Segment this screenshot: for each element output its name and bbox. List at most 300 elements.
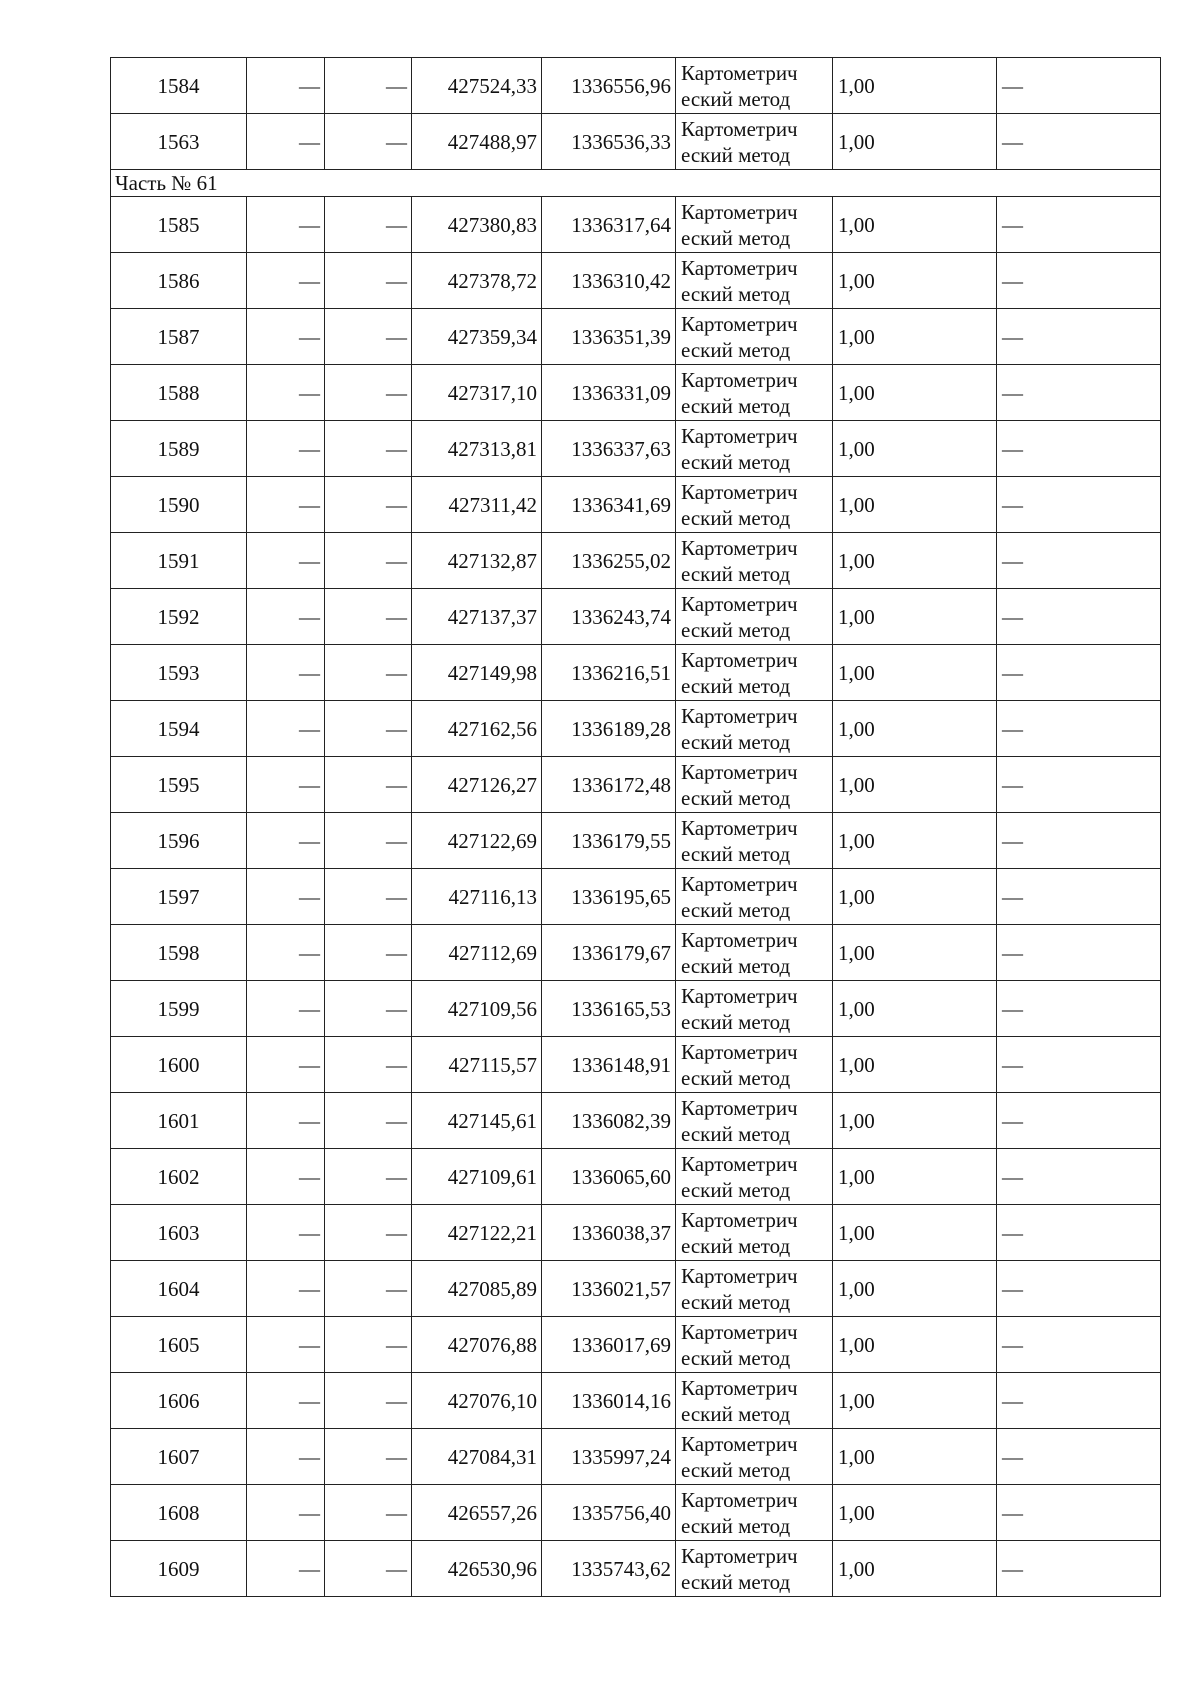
x-coordinate-cell: 427122,21 [412, 1205, 542, 1261]
table-body [111, 58, 1161, 1597]
method-cell [676, 925, 833, 981]
empty-dash-cell: — [997, 869, 1161, 925]
accuracy-cell: 1,00 [833, 1149, 997, 1205]
point-number-cell: 1597 [111, 869, 247, 925]
y-coordinate-cell: 1336165,53 [542, 981, 676, 1037]
method-text-line: еский метод [681, 1513, 791, 1538]
x-coordinate-cell: 426530,96 [412, 1541, 542, 1597]
accuracy-cell: 1,00 [833, 365, 997, 421]
table-row [111, 701, 1161, 757]
empty-dash-cell: — [247, 869, 325, 925]
method-cell [676, 589, 833, 645]
accuracy-cell: 1,00 [833, 421, 997, 477]
method-text-line: Картометрич [681, 983, 798, 1008]
method-text-line: Картометрич [681, 367, 798, 392]
accuracy-cell: 1,00 [833, 981, 997, 1037]
table-row [111, 1205, 1161, 1261]
method-text-line: Картометрич [681, 1375, 798, 1400]
empty-dash-cell: — [247, 1429, 325, 1485]
empty-dash-cell: — [247, 1317, 325, 1373]
point-number-cell: 1601 [111, 1093, 247, 1149]
coordinates-table [110, 57, 1161, 1597]
method-text-line: еский метод [681, 953, 791, 978]
table-row [111, 253, 1161, 309]
table-row [111, 1485, 1161, 1541]
method-cell [676, 869, 833, 925]
y-coordinate-cell: 1335756,40 [542, 1485, 676, 1541]
method-text-line: еский метод [681, 729, 791, 754]
empty-dash-cell: — [997, 1261, 1161, 1317]
accuracy-cell: 1,00 [833, 253, 997, 309]
point-number-cell: 1609 [111, 1541, 247, 1597]
method-cell [676, 1037, 833, 1093]
point-number-cell: 1586 [111, 253, 247, 309]
accuracy-cell: 1,00 [833, 925, 997, 981]
point-number-cell: 1563 [111, 114, 247, 170]
method-text-line: еский метод [681, 673, 791, 698]
empty-dash-cell: — [247, 1037, 325, 1093]
table-row [111, 197, 1161, 253]
method-text-line: еский метод [681, 1009, 791, 1034]
empty-dash-cell: — [997, 1205, 1161, 1261]
empty-dash-cell: — [325, 589, 412, 645]
empty-dash-cell: — [997, 1485, 1161, 1541]
method-text-line: еский метод [681, 225, 791, 250]
empty-dash-cell: — [997, 365, 1161, 421]
method-text-line: еский метод [681, 1457, 791, 1482]
empty-dash-cell: — [325, 1373, 412, 1429]
point-number-cell: 1585 [111, 197, 247, 253]
method-cell [676, 757, 833, 813]
empty-dash-cell: — [997, 309, 1161, 365]
empty-dash-cell: — [325, 1485, 412, 1541]
x-coordinate-cell: 427162,56 [412, 701, 542, 757]
table-row [111, 1093, 1161, 1149]
y-coordinate-cell: 1336148,91 [542, 1037, 676, 1093]
empty-dash-cell: — [247, 253, 325, 309]
method-cell [676, 1261, 833, 1317]
empty-dash-cell: — [247, 1541, 325, 1597]
method-text-line: Картометрич [681, 1039, 798, 1064]
empty-dash-cell: — [997, 981, 1161, 1037]
empty-dash-cell: — [997, 1093, 1161, 1149]
method-cell [676, 1541, 833, 1597]
accuracy-cell: 1,00 [833, 197, 997, 253]
method-text-line: еский метод [681, 393, 791, 418]
method-text-line: Картометрич [681, 927, 798, 952]
coordinates-document [110, 57, 1160, 1597]
point-number-cell: 1604 [111, 1261, 247, 1317]
x-coordinate-cell: 427076,10 [412, 1373, 542, 1429]
accuracy-cell: 1,00 [833, 533, 997, 589]
method-text-line: еский метод [681, 505, 791, 530]
empty-dash-cell: — [997, 925, 1161, 981]
method-cell [676, 365, 833, 421]
accuracy-cell: 1,00 [833, 757, 997, 813]
empty-dash-cell: — [247, 1261, 325, 1317]
table-row [111, 589, 1161, 645]
x-coordinate-cell: 427126,27 [412, 757, 542, 813]
method-text-line: еский метод [681, 1121, 791, 1146]
empty-dash-cell: — [247, 1485, 325, 1541]
point-number-cell: 1605 [111, 1317, 247, 1373]
x-coordinate-cell: 427311,42 [412, 477, 542, 533]
method-text-line: Картометрич [681, 1431, 798, 1456]
empty-dash-cell: — [247, 58, 325, 114]
empty-dash-cell: — [247, 533, 325, 589]
point-number-cell: 1584 [111, 58, 247, 114]
empty-dash-cell: — [247, 589, 325, 645]
empty-dash-cell: — [247, 1093, 325, 1149]
empty-dash-cell: — [247, 114, 325, 170]
x-coordinate-cell: 427313,81 [412, 421, 542, 477]
empty-dash-cell: — [247, 309, 325, 365]
method-text-line: Картометрич [681, 479, 798, 504]
y-coordinate-cell: 1336179,55 [542, 813, 676, 869]
method-cell [676, 533, 833, 589]
empty-dash-cell: — [325, 925, 412, 981]
method-text-line: еский метод [681, 785, 791, 810]
empty-dash-cell: — [325, 1541, 412, 1597]
empty-dash-cell: — [325, 421, 412, 477]
x-coordinate-cell: 427149,98 [412, 645, 542, 701]
x-coordinate-cell: 427132,87 [412, 533, 542, 589]
accuracy-cell: 1,00 [833, 813, 997, 869]
empty-dash-cell: — [247, 757, 325, 813]
empty-dash-cell: — [325, 869, 412, 925]
table-row [111, 869, 1161, 925]
method-text-line: Картометрич [681, 535, 798, 560]
method-text-line: Картометрич [681, 1319, 798, 1344]
empty-dash-cell: — [997, 1037, 1161, 1093]
accuracy-cell: 1,00 [833, 589, 997, 645]
empty-dash-cell: — [997, 253, 1161, 309]
method-cell [676, 1485, 833, 1541]
point-number-cell: 1607 [111, 1429, 247, 1485]
y-coordinate-cell: 1336216,51 [542, 645, 676, 701]
method-text-line: еский метод [681, 1569, 791, 1594]
empty-dash-cell: — [325, 981, 412, 1037]
table-row [111, 757, 1161, 813]
table-row [111, 1429, 1161, 1485]
table-row [111, 58, 1161, 114]
y-coordinate-cell: 1336179,67 [542, 925, 676, 981]
y-coordinate-cell: 1336556,96 [542, 58, 676, 114]
method-text-line: Картометрич [681, 647, 798, 672]
method-text-line: еский метод [681, 281, 791, 306]
method-text-line: Картометрич [681, 703, 798, 728]
x-coordinate-cell: 427488,97 [412, 114, 542, 170]
empty-dash-cell: — [997, 197, 1161, 253]
point-number-cell: 1599 [111, 981, 247, 1037]
table-row [111, 925, 1161, 981]
empty-dash-cell: — [325, 1429, 412, 1485]
method-cell [676, 1149, 833, 1205]
x-coordinate-cell: 427112,69 [412, 925, 542, 981]
accuracy-cell: 1,00 [833, 114, 997, 170]
y-coordinate-cell: 1336255,02 [542, 533, 676, 589]
empty-dash-cell: — [325, 1261, 412, 1317]
method-cell [676, 58, 833, 114]
x-coordinate-cell: 427145,61 [412, 1093, 542, 1149]
method-text-line: еский метод [681, 617, 791, 642]
empty-dash-cell: — [325, 309, 412, 365]
table-row [111, 477, 1161, 533]
method-cell [676, 114, 833, 170]
method-cell [676, 1317, 833, 1373]
method-text-line: еский метод [681, 897, 791, 922]
table-row [111, 1261, 1161, 1317]
empty-dash-cell: — [997, 533, 1161, 589]
empty-dash-cell: — [325, 757, 412, 813]
empty-dash-cell: — [325, 477, 412, 533]
method-text-line: Картометрич [681, 815, 798, 840]
table-row [111, 1149, 1161, 1205]
x-coordinate-cell: 427524,33 [412, 58, 542, 114]
empty-dash-cell: — [247, 701, 325, 757]
table-row [111, 421, 1161, 477]
table-row [111, 1541, 1161, 1597]
empty-dash-cell: — [325, 1317, 412, 1373]
empty-dash-cell: — [997, 701, 1161, 757]
x-coordinate-cell: 427359,34 [412, 309, 542, 365]
accuracy-cell: 1,00 [833, 1037, 997, 1093]
y-coordinate-cell: 1336243,74 [542, 589, 676, 645]
method-text-line: Картометрич [681, 199, 798, 224]
empty-dash-cell: — [325, 197, 412, 253]
method-cell [676, 645, 833, 701]
empty-dash-cell: — [997, 1373, 1161, 1429]
table-row [111, 1373, 1161, 1429]
method-cell [676, 1373, 833, 1429]
empty-dash-cell: — [247, 1373, 325, 1429]
accuracy-cell: 1,00 [833, 477, 997, 533]
method-text-line: еский метод [681, 337, 791, 362]
empty-dash-cell: — [997, 645, 1161, 701]
empty-dash-cell: — [325, 701, 412, 757]
method-text-line: еский метод [681, 1233, 791, 1258]
accuracy-cell: 1,00 [833, 1261, 997, 1317]
table-row [111, 1317, 1161, 1373]
x-coordinate-cell: 427317,10 [412, 365, 542, 421]
y-coordinate-cell: 1335743,62 [542, 1541, 676, 1597]
method-cell [676, 981, 833, 1037]
point-number-cell: 1588 [111, 365, 247, 421]
x-coordinate-cell: 427122,69 [412, 813, 542, 869]
empty-dash-cell: — [997, 58, 1161, 114]
y-coordinate-cell: 1336195,65 [542, 869, 676, 925]
y-coordinate-cell: 1336317,64 [542, 197, 676, 253]
accuracy-cell: 1,00 [833, 869, 997, 925]
empty-dash-cell: — [325, 114, 412, 170]
method-text-line: еский метод [681, 561, 791, 586]
method-text-line: Картометрич [681, 60, 798, 85]
point-number-cell: 1593 [111, 645, 247, 701]
method-text-line: еский метод [681, 449, 791, 474]
method-text-line: Картометрич [681, 1207, 798, 1232]
empty-dash-cell: — [247, 365, 325, 421]
x-coordinate-cell: 427116,13 [412, 869, 542, 925]
method-text-line: еский метод [681, 1401, 791, 1426]
x-coordinate-cell: 427109,56 [412, 981, 542, 1037]
point-number-cell: 1606 [111, 1373, 247, 1429]
empty-dash-cell: — [247, 925, 325, 981]
point-number-cell: 1602 [111, 1149, 247, 1205]
empty-dash-cell: — [325, 1093, 412, 1149]
empty-dash-cell: — [325, 1205, 412, 1261]
y-coordinate-cell: 1336038,37 [542, 1205, 676, 1261]
empty-dash-cell: — [247, 981, 325, 1037]
empty-dash-cell: — [997, 421, 1161, 477]
x-coordinate-cell: 427085,89 [412, 1261, 542, 1317]
method-text-line: Картометрич [681, 871, 798, 896]
method-text-line: Картометрич [681, 591, 798, 616]
x-coordinate-cell: 427109,61 [412, 1149, 542, 1205]
table-row [111, 1037, 1161, 1093]
empty-dash-cell: — [325, 813, 412, 869]
y-coordinate-cell: 1336017,69 [542, 1317, 676, 1373]
x-coordinate-cell: 426557,26 [412, 1485, 542, 1541]
empty-dash-cell: — [325, 645, 412, 701]
y-coordinate-cell: 1336341,69 [542, 477, 676, 533]
point-number-cell: 1603 [111, 1205, 247, 1261]
y-coordinate-cell: 1335997,24 [542, 1429, 676, 1485]
accuracy-cell: 1,00 [833, 1541, 997, 1597]
point-number-cell: 1598 [111, 925, 247, 981]
y-coordinate-cell: 1336337,63 [542, 421, 676, 477]
point-number-cell: 1595 [111, 757, 247, 813]
accuracy-cell: 1,00 [833, 1429, 997, 1485]
point-number-cell: 1591 [111, 533, 247, 589]
x-coordinate-cell: 427084,31 [412, 1429, 542, 1485]
empty-dash-cell: — [247, 1149, 325, 1205]
method-cell [676, 477, 833, 533]
method-text-line: еский метод [681, 86, 791, 111]
empty-dash-cell: — [325, 365, 412, 421]
y-coordinate-cell: 1336172,48 [542, 757, 676, 813]
x-coordinate-cell: 427378,72 [412, 253, 542, 309]
empty-dash-cell: — [325, 1037, 412, 1093]
point-number-cell: 1589 [111, 421, 247, 477]
accuracy-cell: 1,00 [833, 645, 997, 701]
method-text-line: Картометрич [681, 1263, 798, 1288]
accuracy-cell: 1,00 [833, 1373, 997, 1429]
method-cell [676, 421, 833, 477]
accuracy-cell: 1,00 [833, 701, 997, 757]
table-row [111, 365, 1161, 421]
empty-dash-cell: — [997, 1541, 1161, 1597]
accuracy-cell: 1,00 [833, 1093, 997, 1149]
y-coordinate-cell: 1336351,39 [542, 309, 676, 365]
point-number-cell: 1587 [111, 309, 247, 365]
method-text-line: Картометрич [681, 116, 798, 141]
y-coordinate-cell: 1336536,33 [542, 114, 676, 170]
empty-dash-cell: — [997, 477, 1161, 533]
x-coordinate-cell: 427115,57 [412, 1037, 542, 1093]
point-number-cell: 1592 [111, 589, 247, 645]
table-row [111, 813, 1161, 869]
accuracy-cell: 1,00 [833, 58, 997, 114]
table-row [111, 645, 1161, 701]
method-text-line: Картометрич [681, 311, 798, 336]
method-cell [676, 701, 833, 757]
x-coordinate-cell: 427380,83 [412, 197, 542, 253]
y-coordinate-cell: 1336014,16 [542, 1373, 676, 1429]
method-cell [676, 1205, 833, 1261]
empty-dash-cell: — [997, 1317, 1161, 1373]
method-text-line: еский метод [681, 1345, 791, 1370]
accuracy-cell: 1,00 [833, 309, 997, 365]
method-text-line: еский метод [681, 1289, 791, 1314]
empty-dash-cell: — [325, 1149, 412, 1205]
method-text-line: Картометрич [681, 1543, 798, 1568]
empty-dash-cell: — [997, 813, 1161, 869]
empty-dash-cell: — [997, 1149, 1161, 1205]
accuracy-cell: 1,00 [833, 1485, 997, 1541]
x-coordinate-cell: 427137,37 [412, 589, 542, 645]
empty-dash-cell: — [247, 813, 325, 869]
y-coordinate-cell: 1336331,09 [542, 365, 676, 421]
y-coordinate-cell: 1336082,39 [542, 1093, 676, 1149]
method-cell [676, 813, 833, 869]
empty-dash-cell: — [997, 589, 1161, 645]
y-coordinate-cell: 1336021,57 [542, 1261, 676, 1317]
method-cell [676, 197, 833, 253]
method-text-line: еский метод [681, 1065, 791, 1090]
point-number-cell: 1600 [111, 1037, 247, 1093]
point-number-cell: 1590 [111, 477, 247, 533]
method-text-line: еский метод [681, 142, 791, 167]
table-row [111, 309, 1161, 365]
method-text-line: еский метод [681, 1177, 791, 1202]
y-coordinate-cell: 1336065,60 [542, 1149, 676, 1205]
table-row [111, 981, 1161, 1037]
method-cell [676, 309, 833, 365]
table-row [111, 114, 1161, 170]
accuracy-cell: 1,00 [833, 1205, 997, 1261]
point-number-cell: 1596 [111, 813, 247, 869]
section-header-row [111, 170, 1161, 197]
empty-dash-cell: — [247, 1205, 325, 1261]
method-text-line: Картометрич [681, 255, 798, 280]
method-text-line: Картометрич [681, 423, 798, 448]
table-row [111, 533, 1161, 589]
method-cell [676, 1429, 833, 1485]
accuracy-cell: 1,00 [833, 1317, 997, 1373]
empty-dash-cell: — [247, 645, 325, 701]
method-text-line: еский метод [681, 841, 791, 866]
method-cell [676, 253, 833, 309]
empty-dash-cell: — [247, 197, 325, 253]
empty-dash-cell: — [325, 58, 412, 114]
empty-dash-cell: — [247, 477, 325, 533]
empty-dash-cell: — [997, 114, 1161, 170]
method-text-line: Картометрич [681, 759, 798, 784]
empty-dash-cell: — [997, 1429, 1161, 1485]
empty-dash-cell: — [997, 757, 1161, 813]
empty-dash-cell: — [325, 253, 412, 309]
method-text-line: Картометрич [681, 1095, 798, 1120]
method-text-line: Картометрич [681, 1487, 798, 1512]
empty-dash-cell: — [325, 533, 412, 589]
y-coordinate-cell: 1336310,42 [542, 253, 676, 309]
x-coordinate-cell: 427076,88 [412, 1317, 542, 1373]
point-number-cell: 1594 [111, 701, 247, 757]
section-label: Часть № 61 [111, 170, 1161, 197]
point-number-cell: 1608 [111, 1485, 247, 1541]
method-cell [676, 1093, 833, 1149]
method-text-line: Картометрич [681, 1151, 798, 1176]
